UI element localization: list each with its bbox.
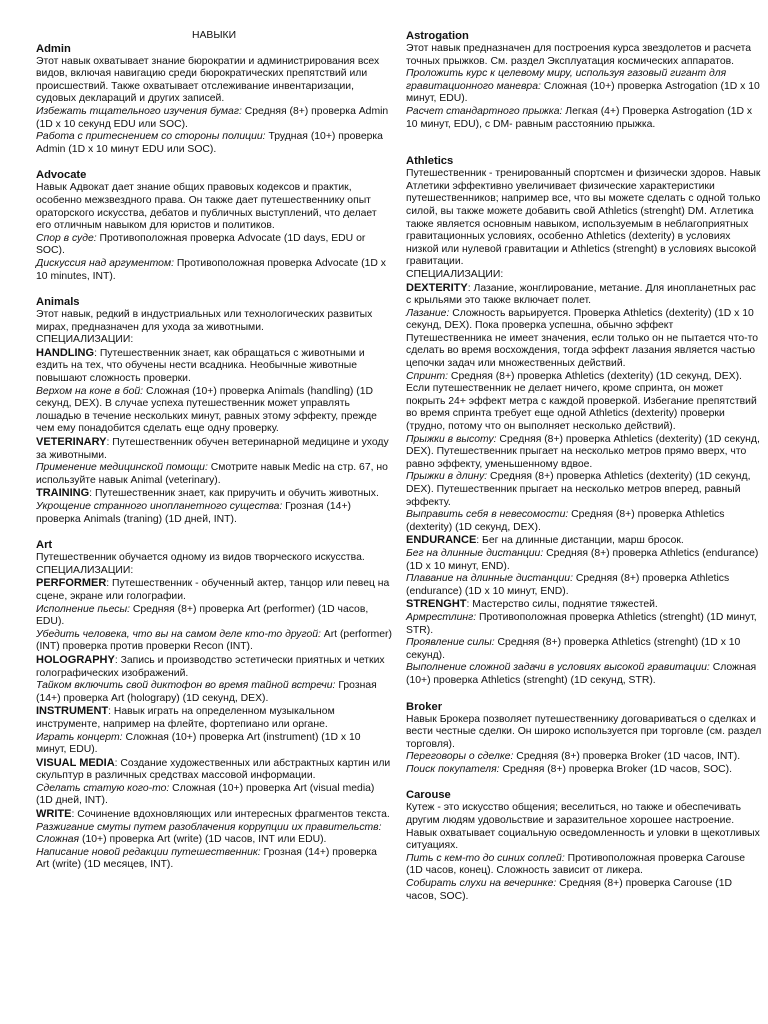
- task-label: Собирать слухи на вечеринке:: [406, 878, 557, 890]
- task: [406, 509, 762, 534]
- spec-text: : Бег на длинные дистанции, марш бросок.: [476, 535, 684, 547]
- task-label: Сделать статую кого-то:: [36, 782, 170, 794]
- section-text: Этот навык охватывает знание бюрократии и администрирования всех видов, включая навигацию среди бюрократических препятствий или происшествий. Также охватывает отслеживание инвентаризации, судовых деклараций и других записей.: [36, 55, 380, 105]
- task: [406, 434, 762, 472]
- task-label: Плавание на длинные дистанции:: [406, 573, 573, 585]
- task-text: Art (performer) (INT) проверка против проверки Recon (INT).: [36, 628, 392, 653]
- task: [36, 680, 392, 705]
- task-label: Проявление силы:: [406, 637, 495, 649]
- spec-handling: [36, 347, 392, 386]
- task: [36, 258, 392, 283]
- right-column: [406, 30, 762, 903]
- task-label: Армрестлинг:: [406, 611, 477, 623]
- spec-text: : Лазание, жонглирование, метание. Для инопланетных рас с крыльями это также включает полет.: [406, 282, 756, 307]
- task-text: Трудная (10+) проверка Admin (1D x 10 минут EDU или SOC).: [36, 131, 383, 155]
- spec-text: : Сочинение вдохновляющих или интересных фрагментов текста.: [71, 809, 390, 821]
- task-text: Сложная (10+) проверка Athletics (strenght) (1D секунд, STR).: [406, 662, 757, 686]
- task-text: Грозная (14+) проверка Art (holograpy) (1D секунд, DEX).: [36, 680, 377, 704]
- task: [36, 233, 392, 258]
- task: [406, 573, 762, 598]
- task-text: Средняя (8+) проверка Athletics (endurance) (1D x 10 минут, END).: [406, 547, 759, 572]
- task-label: Выправить себя в невесомости:: [406, 509, 569, 521]
- task-text: Средняя (8+) проверка Athletics (strenght) (1D x 10 секунд).: [406, 637, 741, 661]
- task: [36, 131, 392, 156]
- spec-training: [36, 487, 392, 501]
- task-label: Играть концерт:: [36, 731, 123, 743]
- task-text: Смотрите навык Medic на стр. 67, но используйте навык Animal (veterinary).: [36, 462, 388, 486]
- task-label: Пить с кем-то до синих соплей:: [406, 852, 565, 864]
- task: [36, 386, 392, 436]
- section-text: Путешественник обучается одному из видов творческого искусства.: [36, 552, 365, 564]
- spec-write: [36, 808, 392, 822]
- task-label: Разжигание смуты путем разоблачения коррупции их правительств: Сложная: [36, 821, 382, 846]
- task-text: Средняя (8+) проверка Art (performer) (1D часов, EDU).: [36, 603, 369, 628]
- task-text: (10+) проверка Art (write) (1D часов, INT или EDU).: [79, 834, 327, 846]
- spec-header: СПЕЦИАЛИЗАЦИИ:: [36, 334, 134, 346]
- section-title: Art: [36, 539, 53, 552]
- task-label: Исполнение пьесы:: [36, 603, 130, 615]
- section-title: Admin: [36, 42, 71, 55]
- task-text: Грозная (14+) проверка Art (write) (1D месяцев, INT).: [36, 846, 377, 871]
- task-label: Проложить курс к целевому миру, используя газовый гигант для гравитационного маневра:: [406, 68, 727, 92]
- section-carouse: [406, 789, 762, 903]
- spec-header: СПЕЦИАЛИЗАЦИИ:: [406, 268, 504, 280]
- section-animals: [36, 296, 392, 526]
- task: [36, 106, 392, 131]
- section-text: Этот навык предназначен для построения курса звездолетов и расчета точных прыжков. См. раздел Эксплуатация космических аппаратов.: [406, 43, 752, 67]
- section-text: Путешественник - тренированный спортсмен и физически здоров. Навык Атлетики эффективно увеличивает физические характеристики путешественников; например все, что вы можете сделать с одной только силой, вы также можете добавить свой Athletics (strenght) DM. Атлетика также является основным навыком, используемым в неблагоприятных гравитационных условиях, особенно Athletics (dexterity) в условиях низкой или нулевой гравитации и Athletics (strenght) в условиях высокой гравитации.: [406, 168, 761, 268]
- spec-text: : Запись и производство эстетически приятных и четких голографических изображений.: [36, 654, 385, 679]
- section-text: Кутеж - это искусство общения; веселиться, но также и обеспечивать другим людям удовольствие и заразительное хорошее настроение. Навык охватывает социальную осведомленность и уловки в щекотливых ситуациях.: [406, 802, 760, 852]
- section-art: [36, 539, 392, 872]
- task-label: Переговоры о сделке:: [406, 751, 514, 763]
- task-text: Сложная (10+) проверка Art (visual media) (1D дней, INT).: [36, 782, 375, 807]
- task-label: Избежать тщательного изучения бумаг:: [36, 105, 242, 117]
- task: [406, 751, 762, 764]
- section-text: Навык Адвокат дает знание общих правовых кодексов и практик, особенно межзвездного права. Он также дает путешественнику опыт ораторского искусства, дебатов и публичных выступлений, что делает его отличным навыком для юристов и политиков.: [36, 182, 377, 232]
- section-title: Advocate: [36, 169, 87, 182]
- section-text: Навык Брокера позволяет путешественнику договариваться о сделках и вести честные сделки. Он широко используется при торговле (см. раздел торговля).: [406, 713, 762, 750]
- task-text: Сложность варьируется. Проверка Athletics (dexterity) (1D x 10 секунд, DEX). Пока проверка успешна, обычно эффект Путешественника не имеет значения, если только он не пытается что-то сделать во время восхождения, тогда эффект лазания является частью цепочки задач или множественных действий.: [406, 307, 759, 370]
- spec-name: ENDURANCE: [406, 534, 477, 547]
- task: [406, 371, 762, 434]
- spec-name: DEXTERITY: [406, 281, 468, 294]
- section-title: Astrogation: [406, 30, 469, 42]
- section-admin: [36, 43, 392, 157]
- task: [36, 783, 392, 808]
- spec-instrument: [36, 705, 392, 731]
- spec-name: WRITE: [36, 808, 72, 821]
- section-title: Carouse: [406, 789, 451, 802]
- spec-header: СПЕЦИАЛИЗАЦИИ:: [36, 564, 134, 576]
- spec-name: HANDLING: [36, 346, 95, 359]
- task-label: Расчет стандартного прыжка:: [406, 105, 563, 117]
- task-label: Верхом на коне в бой:: [36, 385, 144, 397]
- task-label: Спор в суде:: [36, 232, 97, 244]
- task: [406, 853, 762, 878]
- task-text: Противоположная проверка Advocate (1D x 10 minutes, INT).: [36, 257, 387, 282]
- task-label: Укрощение странного инопланетного существа:: [36, 501, 283, 512]
- task: [36, 501, 392, 526]
- task: [406, 308, 762, 371]
- task-text: Средняя (8+) проверка Broker (1D часов, SOC).: [499, 763, 733, 775]
- spec-text: : Путешественник обучен ветеринарной медицине и уходу за животными.: [36, 437, 389, 461]
- spec-name: HOLOGRAPHY: [36, 653, 115, 666]
- spec-text: : Мастерство силы, поднятие тяжестей.: [466, 599, 658, 611]
- task-text: Сложная (10+) проверка Animals (handling) (1D секунд, DEX). В случае успеха путешественник может управлять лошадью в течение нескольких минут, равных этому эффекту, прежде чем ему понадобится сделать еще одну проверку.: [36, 385, 377, 435]
- section-text: Этот навык, редкий в индустриальных или технологических развитых мирах, предназначен для ухода за животными.: [36, 309, 373, 333]
- task: [36, 732, 392, 757]
- section-astrogation: [406, 30, 762, 131]
- task: [406, 878, 762, 903]
- spec-endurance: [406, 534, 762, 548]
- task-text: Грозная (14+) проверка Animals (traning) (1D дней, INT).: [36, 501, 351, 525]
- section-advocate: [36, 169, 392, 283]
- spec-name: INSTRUMENT: [36, 705, 109, 718]
- spec-veterinary: [36, 436, 392, 462]
- task-label: Применение медицинской помощи:: [36, 462, 208, 474]
- section-title: Athletics: [406, 155, 454, 168]
- task-text: Средняя (8+) проверка Athletics (dexterity) (1D секунд, DEX). Если путешественник не делает ничего, кроме спринта, он может покрыть 24+ эффект метра с каждой проверкой. Избегание препятствий во время спринта требует еще одной Athletics (dexterity) проверки (трудно, потому что он выполняет несколько действий).: [406, 370, 757, 433]
- section-athletics: [406, 155, 762, 687]
- task: [406, 548, 762, 573]
- task: [406, 662, 762, 687]
- spec-text: : Навык играть на определенном музыкальном инструменте, например на флейте, фортепиано или органе.: [36, 706, 335, 730]
- section-broker: [406, 701, 762, 777]
- task: [406, 764, 762, 777]
- task-text: Противоположная проверка Advocate (1D days, EDU or SOC).: [36, 232, 366, 257]
- spec-name: VISUAL MEDIA: [36, 756, 115, 769]
- task-label: Поиск покупателя:: [406, 763, 500, 775]
- task-label: Прыжки в высоту:: [406, 433, 497, 445]
- task-text: Средняя (8+) проверка Athletics (dexterity) (1D секунд, DEX).: [406, 509, 725, 533]
- spec-text: : Путешественник - обученный актер, танцор или певец на сцене, экране или голографии.: [36, 578, 390, 602]
- task: [36, 847, 392, 872]
- task-text: Средняя (8+) проверка Athletics (endurance) (1D x 10 минут, END).: [406, 573, 730, 597]
- spec-name: PERFORMER: [36, 577, 107, 590]
- task-text: Средняя (8+) проверка Athletics (dexterity) (1D секунд, DEX). Путешественник прыгает на несколько метров вперед, равный эффекту.: [406, 471, 751, 508]
- spec-name: STRENGHT: [406, 598, 467, 611]
- section-title: Broker: [406, 700, 443, 713]
- spec-strenght: [406, 598, 762, 612]
- task: [406, 637, 762, 662]
- task-label: Прыжки в длину:: [406, 471, 488, 483]
- task-text: Легкая (4+) Проверка Astrogation (1D x 10 минут, EDU), с DM- равным расстоянию прыжка.: [406, 105, 753, 130]
- task: [36, 629, 392, 654]
- task-text: Средняя (8+) проверка Broker (1D часов, INT).: [513, 751, 741, 763]
- spec-name: TRAINING: [36, 487, 90, 500]
- spec-holography: [36, 654, 392, 680]
- task-label: Выполнение сложной задачи в условиях высокой гравитации:: [406, 662, 710, 674]
- task: [406, 612, 762, 637]
- task-text: Сложная (10+) проверка Astrogation (1D x 10 минут, EDU).: [406, 80, 760, 105]
- task-label: Лазание:: [406, 307, 450, 319]
- spec-text: : Создание художественных или абстрактных картин или скульптур в различных средствах массовой информации.: [36, 757, 391, 782]
- task-label: Написание новой редакции путешественник:: [36, 846, 261, 858]
- spec-dexterity: [406, 282, 762, 308]
- spec-text: : Путешественник знает, как обращаться с животными и ездить на тех, что обучены нести всадника. Необычные животные повышают сложность проверки.: [36, 347, 365, 385]
- section-title: Animals: [36, 296, 80, 309]
- task-label: Работа с притеснением со стороны полиции:: [36, 131, 266, 143]
- task: [406, 471, 762, 509]
- spec-name: VETERINARY: [36, 436, 107, 449]
- task-text: Противоположная проверка Carouse (1D часов, конец). Сложность зависит от ликера.: [406, 852, 746, 877]
- task-text: Средняя (8+) проверка Carouse (1D часов, SOC).: [406, 878, 733, 902]
- task: [36, 604, 392, 629]
- left-column: [36, 30, 392, 872]
- spec-visual-media: [36, 757, 392, 783]
- task: [406, 68, 762, 106]
- task-label: Дискуссия над аргументом:: [36, 257, 174, 269]
- spec-performer: [36, 577, 392, 603]
- spec-text: : Путешественник знает, как приручить и обучить животных.: [89, 488, 379, 500]
- task-text: Средняя (8+) проверка Athletics (dexterity) (1D секунд, DEX). Путешественник прыгает на несколько метров прямо вверх, что равно эффекту, уменьшенному вдвое.: [406, 433, 760, 470]
- task-text: Средняя (8+) проверка Admin (1D x 10 секунд EDU или SOC).: [36, 105, 389, 130]
- task-text: Сложная (10+) проверка Art (instrument) (1D x 10 минут, EDU).: [36, 731, 361, 756]
- task: [36, 822, 392, 847]
- task: [36, 462, 392, 487]
- task-label: Тайком включить свой диктофон во время тайной встречи:: [36, 680, 336, 692]
- task-label: Бег на длинные дистанции:: [406, 547, 544, 559]
- page-title: НАВЫКИ: [191, 30, 237, 41]
- task-label: Убедить человека, что вы на самом деле кто-то другой:: [36, 628, 321, 640]
- task-text: Противоположная проверка Athletics (strenght) (1D минут, STR).: [406, 611, 757, 636]
- task-label: Спринт:: [406, 370, 449, 382]
- task: [406, 106, 762, 131]
